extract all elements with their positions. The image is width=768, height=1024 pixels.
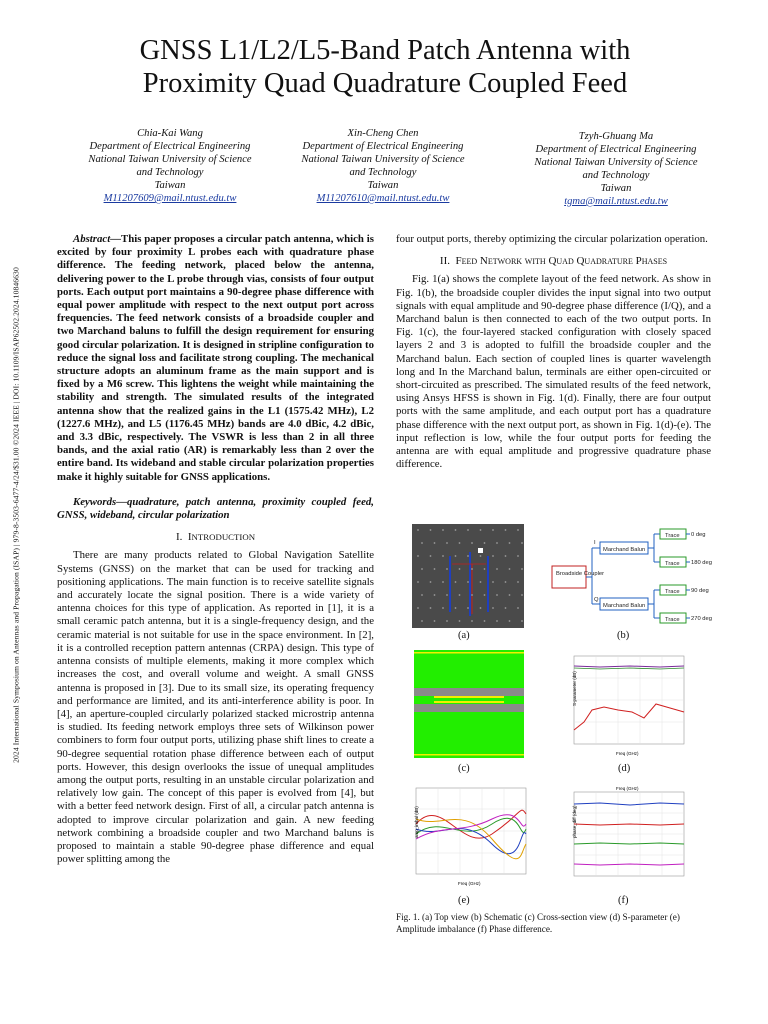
via-dot xyxy=(421,542,423,544)
via-dot xyxy=(459,542,461,544)
via-dot xyxy=(467,529,469,531)
via-dot xyxy=(480,581,482,583)
via-dot xyxy=(459,594,461,596)
deg-90-label: 90 deg xyxy=(691,588,709,594)
schematic-diagram xyxy=(548,526,718,626)
title-line-2: Proximity Quad Quadrature Coupled Feed xyxy=(142,68,628,99)
via-dot xyxy=(471,620,473,622)
e-ylabel: amp_imbal (dB) xyxy=(414,806,419,838)
via-dot xyxy=(496,620,498,622)
schematic-i-label: I xyxy=(594,540,596,546)
author-dept: Department of Electrical Engineering xyxy=(89,141,251,152)
via-dot xyxy=(417,555,419,557)
author-email-link[interactable]: M11207609@mail.ntust.edu.tw xyxy=(103,193,237,204)
via-dot xyxy=(484,542,486,544)
top-view-image xyxy=(412,524,524,628)
via-dot xyxy=(509,568,511,570)
deg-270-label: 270 deg xyxy=(691,616,712,622)
author-email-link[interactable]: M11207610@mail.ntust.edu.tw xyxy=(316,193,450,204)
author-univ: National Taiwan University of Science xyxy=(301,154,465,165)
title-line-1: GNSS L1/L2/L5-Band Patch Antenna with xyxy=(139,35,631,66)
via-dot xyxy=(517,529,519,531)
via-dot xyxy=(446,568,448,570)
f-ylabel: phase_diff (deg) xyxy=(572,805,577,838)
via-dot xyxy=(492,555,494,557)
via-dot xyxy=(421,594,423,596)
doi-text: 2024 International Symposium on Antennas and Propagation (ISAP) | 979-8-3503-6477-4/24/$31.00 ©2024 IEEE | DOI: 10.1109/ISAP62502.2024.10846630 xyxy=(11,267,21,763)
author-country: Taiwan xyxy=(154,180,186,191)
via-dot xyxy=(505,529,507,531)
section-title-rest: NTRODUCTION xyxy=(191,532,256,543)
deg-0-label: 0 deg xyxy=(691,532,706,538)
via-dot xyxy=(496,542,498,544)
via-dot xyxy=(484,620,486,622)
schematic-input-label: Broadside Coupler xyxy=(556,571,605,577)
author-3 xyxy=(506,130,726,208)
author-univ-2: and Technology xyxy=(136,167,204,178)
abstract-label: Abstract— xyxy=(73,233,121,245)
via-dot xyxy=(517,607,519,609)
f-xlabel-top: Freq (GHz) xyxy=(616,786,639,791)
figure-1 xyxy=(396,520,716,912)
author-dept: Department of Electrical Engineering xyxy=(535,144,697,155)
via-dot xyxy=(446,620,448,622)
abstract-text: This paper proposes a circular patch antenna, which is excited by four proximity L probes each with quadrature phase difference. The feeding network, placed below the antenna, delivering power to the L probe through vias, consists of four output ports. Each output port maintains a 90-degree phase difference with equal power amplitude with respect to the next output port across frequencies. The feed network consists of a broadside coupler and two Marchand baluns to fulfill the design requirement for ensuring good circular polarization. It is designed in stripline configuration to reduce the signal loss and facilitate strong coupling. The mechanical structure adopts an aluminum frame as the main support and is fixed by a M6 screw. This lightens the weight while maintaining the stability and strength. The simulated results of the integrated antenna show that the realized gains in the L1 (1575.42 MHz), L2 (1227.6 MHz), and L5 (1176.45 MHz) bands are 4.0 dBic, 4.2 dBic, and 3.3 dBic, respectively. The VSWR is less than 2 in all three bands, and the axial ratio (AR) is remarkably less than 2 over the entire band. Its wideband and stable circular polarization properties make it highly suitable for GNSS applications. xyxy=(57,233,374,483)
via-dot xyxy=(421,620,423,622)
author-country: Taiwan xyxy=(367,180,399,191)
via-dot xyxy=(505,555,507,557)
via-dot xyxy=(521,620,523,622)
via-dot xyxy=(455,607,457,609)
via-dot xyxy=(492,607,494,609)
via-dot xyxy=(442,555,444,557)
via-dot xyxy=(521,542,523,544)
via-dot xyxy=(521,568,523,570)
d-ylabel: S-parameter (dB) xyxy=(572,671,577,706)
via-dot xyxy=(430,529,432,531)
deg-180-label: 180 deg xyxy=(691,560,712,566)
schematic-trace-1: Trace xyxy=(665,533,680,539)
caption-d: (d) xyxy=(618,763,631,774)
via-dot xyxy=(417,607,419,609)
caption-a: (a) xyxy=(458,630,470,641)
caption-e: (e) xyxy=(458,895,470,906)
author-name: Tzyh-Ghuang Ma xyxy=(578,131,654,142)
via-dot xyxy=(455,555,457,557)
caption-c: (c) xyxy=(458,763,470,774)
via-dot xyxy=(509,594,511,596)
via-dot xyxy=(434,542,436,544)
section-heading-feed xyxy=(396,255,711,268)
via-dot xyxy=(492,581,494,583)
schematic-trace-3: Trace xyxy=(665,589,680,595)
author-univ: National Taiwan University of Science xyxy=(88,154,252,165)
via-dot xyxy=(459,620,461,622)
section-number: II. xyxy=(439,255,450,268)
via-dot xyxy=(430,555,432,557)
feed-paragraph: Fig. 1(a) shows the complete layout of the feed network. As show in Fig. 1(b), the broadside coupler divides the input signal into two output signals with equal amplitude and 90-degree phase difference (I/Q), and a Marchand balun is then connected to each of the two output ports. In Fig. 1(c), the four-layered stacked configuration with closely spaced layers 2 and 3 is adopted to fulfill the broadside coupler and the Marchand balun. Each section of coupled lines is quarter wavelength long and In the Marchand balun, terminals are either open-circuited or short-circuited as prescribed. The simulated results of the feed network, using Ansys HFSS is shown in Fig. 1(d). Finally, there are four output ports with the same amplitude, and each output port has a quadrature phase difference with the next output port, as shown in Fig. 1(d)-(e). The input reflection is low, while the four output ports for feeding the antenna are with equal amplitude and progressive quadrature phase difference. xyxy=(396,273,711,471)
keywords: Keywords—quadrature, patch antenna, proximity coupled feed, GNSS, wideband, circular polarization xyxy=(57,495,374,522)
via-dot xyxy=(484,568,486,570)
caption-b: (b) xyxy=(617,630,630,641)
via-dot xyxy=(434,594,436,596)
via-dot xyxy=(467,555,469,557)
schematic-trace-2: Trace xyxy=(665,561,680,567)
via-dot xyxy=(442,529,444,531)
d-xlabel: Freq (GHz) xyxy=(616,751,639,756)
via-dot xyxy=(521,594,523,596)
section-number: I. xyxy=(175,531,183,544)
section-heading-intro xyxy=(57,531,374,544)
author-2 xyxy=(273,127,493,205)
via-dot xyxy=(496,594,498,596)
via-dot xyxy=(484,594,486,596)
via-dot xyxy=(421,568,423,570)
paper-title xyxy=(60,34,710,100)
author-country: Taiwan xyxy=(600,183,632,194)
section-initial: I xyxy=(187,531,192,544)
via-dot xyxy=(505,607,507,609)
via-dot xyxy=(471,542,473,544)
author-univ-2: and Technology xyxy=(349,167,417,178)
via-dot xyxy=(480,607,482,609)
via-dot xyxy=(446,542,448,544)
via-dot xyxy=(455,529,457,531)
continued-paragraph: four output ports, thereby optimizing the circular polarization operation. xyxy=(396,233,708,245)
s-parameter-plot xyxy=(560,652,688,758)
via-dot xyxy=(430,607,432,609)
via-dot xyxy=(459,568,461,570)
phase-difference-plot xyxy=(560,784,688,890)
intro-paragraph: There are many products related to Global Navigation Satellite Systems (GNSS) on the market that can be used for tracking and positioning applications. The main function is to receive satellite signals and accurately locate the signal position. There is a wide variety of antenna choices for this type of application. As reported in [1], it is a small ceramic patch antenna, but it is a single-frequency design, and the ceramic material is not suitable for use in the space environment. In [2], it is a controlled reception pattern antennas (CRPA) design. This type of antenna consists of multiple elements, making it more complex which increases the cost, and overall volume and weight. A small GNSS antenna is proposed in [3]. Due to its small size, its operating frequency and performance are limited, and its anti-interference ability is poor. In [4], an aperture-coupled circularly polarized stacked microstrip antenna is studied. Its feeding network employs three sets of Wilkinson power combiners to form four output ports, utilizing phase shift lines to create a 90-degree sequential rotation phase difference between each of output ports. However, this design overlooks the issue of unequal amplitudes among the output ports, resulting in an unstable circular polarization and relatively low gain. The concept of this paper is evolved from [4], but with a better feed network design. First of all, a circular patch antenna is adopted to improve circular polarization and gain. A new feeding network combining a broadside coupler and two Marchand baluns is proposed to maintain a stable 90-degree phase difference and equal power splitting among the xyxy=(57,549,374,866)
abstract xyxy=(57,233,374,484)
via-dot xyxy=(446,594,448,596)
conference-sidebar xyxy=(8,205,24,825)
via-dot xyxy=(471,568,473,570)
via-dot xyxy=(467,581,469,583)
figure-caption: Fig. 1. (a) Top view (b) Schematic (c) Cross-section view (d) S-parameter (e) Amplitude imbalance (f) Phase difference. xyxy=(396,912,680,934)
author-1 xyxy=(60,127,280,205)
via-dot xyxy=(467,607,469,609)
right-column xyxy=(396,233,711,471)
via-dot xyxy=(455,581,457,583)
via-dot xyxy=(434,568,436,570)
via-dot xyxy=(509,542,511,544)
via-dot xyxy=(442,581,444,583)
via-dot xyxy=(492,529,494,531)
author-dept: Department of Electrical Engineering xyxy=(302,141,464,152)
left-column xyxy=(57,233,374,866)
via-dot xyxy=(417,581,419,583)
via-dot xyxy=(471,594,473,596)
via-dot xyxy=(434,620,436,622)
amplitude-imbalance-plot xyxy=(402,784,530,890)
via-dot xyxy=(417,529,419,531)
author-name: Chia-Kai Wang xyxy=(137,128,203,139)
schematic-balun-top: Marchand Balun xyxy=(603,547,646,553)
via-dot xyxy=(496,568,498,570)
schematic-trace-4: Trace xyxy=(665,617,680,623)
via-dot xyxy=(517,555,519,557)
via-dot xyxy=(480,555,482,557)
schematic-q-label: Q xyxy=(594,597,599,603)
via-dot xyxy=(509,620,511,622)
e-xlabel: Freq (GHz) xyxy=(458,881,481,886)
author-univ: National Taiwan University of Science xyxy=(534,157,698,168)
caption-f: (f) xyxy=(618,895,629,906)
author-name: Xin-Cheng Chen xyxy=(347,128,419,139)
via-dot xyxy=(442,607,444,609)
via-dot xyxy=(480,529,482,531)
schematic-balun-bottom: Marchand Balun xyxy=(603,603,646,609)
via-dot xyxy=(430,581,432,583)
cross-section-image xyxy=(414,650,524,758)
author-univ-2: and Technology xyxy=(582,170,650,181)
via-dot xyxy=(517,581,519,583)
via-dot xyxy=(505,581,507,583)
author-email-link[interactable]: tgma@mail.ntust.edu.tw xyxy=(564,196,668,207)
section-title: Feed Network with Quad Quadrature Phases xyxy=(455,255,668,268)
